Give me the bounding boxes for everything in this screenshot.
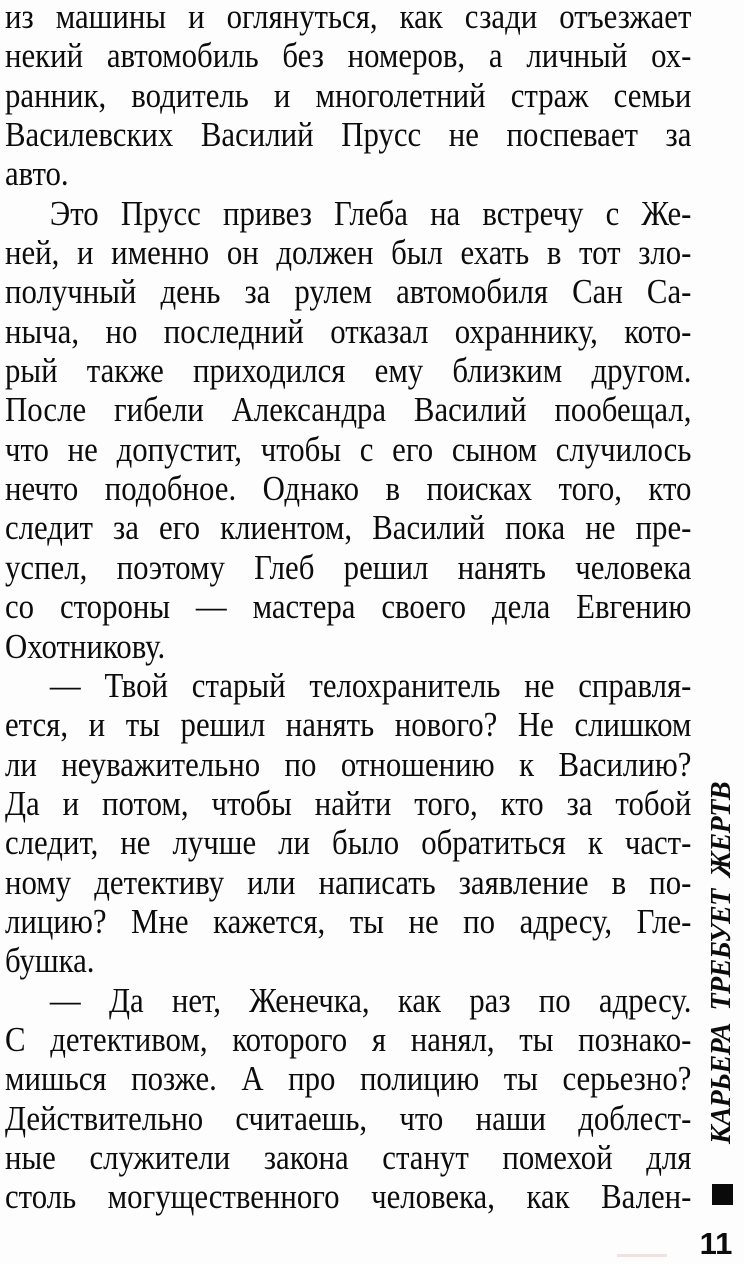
- text-line: ней, и именно он должен был ехать в тот зло-: [5, 233, 692, 273]
- page-number: 11: [699, 1226, 733, 1261]
- text-line: ли неуважительно по отношению к Василию?: [5, 744, 692, 784]
- text-line: После гибели Александра Василий пообещал,: [5, 390, 692, 430]
- text-line: получный день за рулем автомобиля Сан Са-: [5, 272, 692, 312]
- text-line: мишься позже. А про полицию ты серьезно?: [5, 1059, 692, 1099]
- text-line: ется, и ты решил нанять нового? Не слишком: [5, 705, 692, 745]
- text-line: ному детективу или написать заявление в по-: [5, 862, 692, 902]
- text-line: авто.: [5, 154, 69, 194]
- text-line: бушка.: [5, 941, 95, 981]
- text-line: — Твой старый телохранитель не справля-: [49, 665, 692, 705]
- text-line: следит за его клиентом, Василий пока не пре-: [5, 508, 692, 548]
- text-line: ныча, но последний отказал охраннику, кото-: [5, 311, 692, 351]
- text-line: со стороны — мастера своего дела Евгению: [5, 587, 692, 627]
- text-line: С детективом, которого я нанял, ты познако-: [5, 1019, 692, 1059]
- scan-artifact-line: [617, 1254, 667, 1257]
- text-line: Василевских Василий Прусс не поспевает за: [5, 115, 692, 155]
- text-line: успел, поэтому Глеб решил нанять человека: [5, 547, 692, 587]
- text-line: Да и потом, чтобы найти того, кто за тобой: [5, 783, 692, 823]
- text-line: следит, не лучше ли было обратиться к част-: [5, 823, 692, 863]
- text-line: лицию? Мне кажется, ты не по адресу, Гле-: [5, 901, 692, 941]
- black-square-marker: [712, 1184, 733, 1205]
- text-line: ные служители закона станут помехой для: [5, 1137, 692, 1177]
- text-line: столь могущественного человека, как Вален-: [5, 1177, 692, 1217]
- text-line: что не допустит, чтобы с его сыном случилось: [5, 429, 692, 469]
- text-line: из машины и оглянуться, как сзади отъезжает: [5, 0, 692, 36]
- text-line: — Да нет, Женечка, как раз по адресу.: [49, 980, 692, 1020]
- margin-title-text: КАРЬЕРА ТРЕБУЕТ ЖЕРТВ: [706, 781, 737, 1145]
- margin-title-vertical: [702, 760, 742, 1166]
- text-line: некий автомобиль без номеров, а личный ох-: [5, 36, 692, 76]
- text-line: рый также приходился ему близким другом.: [5, 351, 692, 391]
- text-line: Действительно считаешь, что наши доблест-: [5, 1098, 692, 1138]
- text-line: Это Прусс привез Глеба на встречу с Же-: [49, 193, 692, 233]
- text-line: Охотникову.: [5, 626, 166, 666]
- text-line: ранник, водитель и многолетний страж семьи: [5, 75, 692, 115]
- body-text-block: [5, 0, 691, 1217]
- text-line: нечто подобное. Однако в поисках того, кто: [5, 469, 692, 509]
